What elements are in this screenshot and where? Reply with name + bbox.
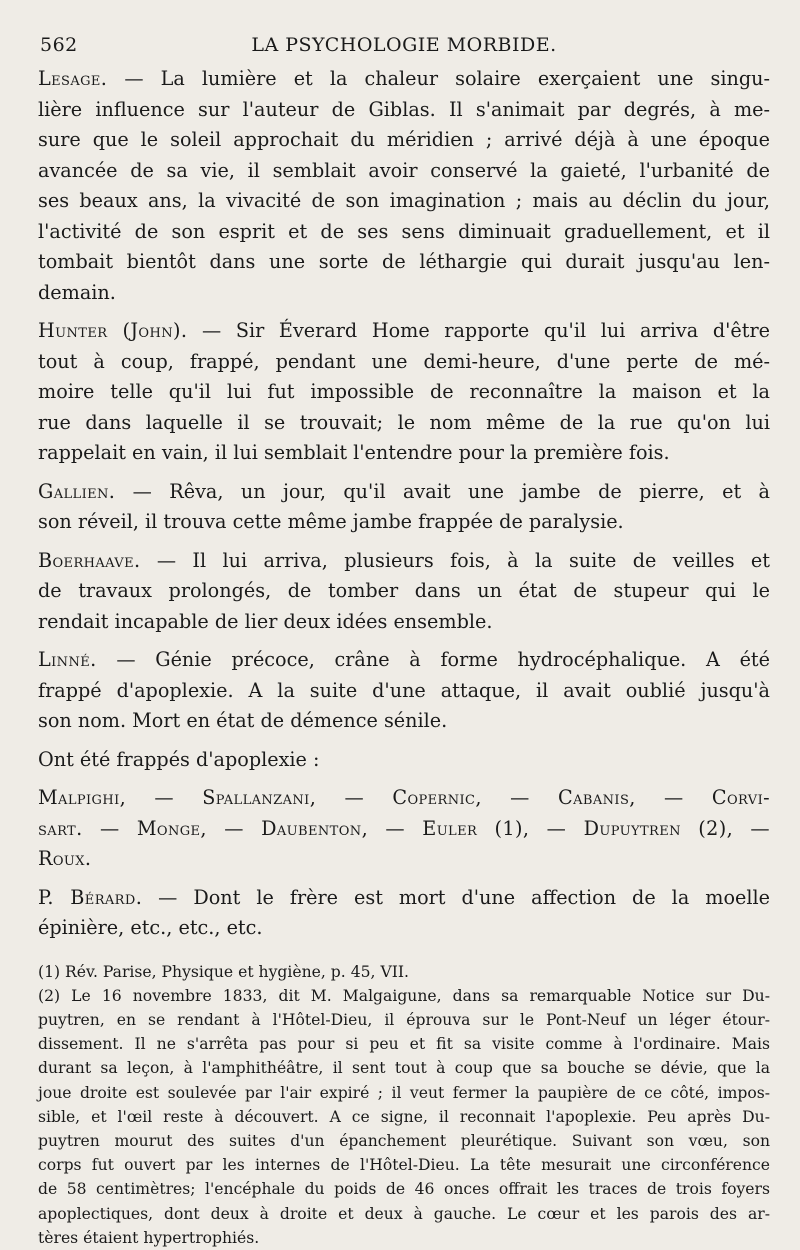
footnote-line: dissement. Il ne s'arrêta pas pour si peu et fit sa visite comme à l'ordinaire. Mais: [38, 1035, 770, 1054]
text-line: [38, 607, 770, 638]
line-text: — Dont le frère est mort d'une affection de la moelle: [142, 885, 770, 909]
text-line: [38, 377, 770, 408]
line-text: Malpighi, — Spallanzani, — Copernic, — Cabanis, — Corvi-: [38, 786, 770, 809]
line-text: frappé d'apoplexie. A la suite d'une attaque, il avait oublié jusqu'à: [38, 678, 770, 702]
footnote-fn1: [38, 960, 770, 984]
footnote-line: durant sa leçon, à l'amphithéâtre, il sent tout à coup que sa bouche se dévie, que la: [38, 1059, 770, 1078]
footnote-line: sible, et l'œil reste à découvert. A ce signe, il reconnait l'apoplexie. Peu après Du-: [38, 1107, 770, 1126]
line-text: Ont été frappés d'apoplexie :: [38, 747, 320, 771]
text-line: [38, 408, 770, 439]
paragraph-linne: [38, 645, 770, 737]
line-text: avancée de sa vie, il semblait avoir conservé la gaieté, l'urbanité de: [38, 158, 770, 182]
text-line: [38, 913, 770, 944]
entry-name: Boerhaave.: [38, 548, 141, 572]
footnote-line: joue droite est soulevée par l'air expiré ; il veut fermer la paupière de ce côté, impos-: [38, 1083, 770, 1102]
entry-name: Gallien.: [38, 479, 116, 503]
text-line: [38, 278, 770, 309]
text-line: [38, 477, 770, 508]
text-line: [38, 676, 770, 707]
text-line: [38, 64, 770, 95]
paragraph-gallien: [38, 477, 770, 538]
line-text: de travaux prolongés, de tomber dans un état de stupeur qui le: [38, 579, 770, 602]
page-number: 562: [40, 34, 78, 56]
footnote-line: puytren, en se rendant à l'Hôtel-Dieu, il éprouva sur le Pont-Neuf un léger étour-: [38, 1010, 770, 1029]
paragraph-apoplexie-list: [38, 783, 770, 875]
text-line: [38, 507, 770, 538]
footnote-fn2: [38, 984, 770, 1250]
line-text: — Sir Éverard Home rapporte qu'il lui arriva d'être: [187, 319, 770, 342]
line-text: rappelait en vain, il lui semblait l'entendre pour la première fois.: [38, 441, 670, 464]
line-text: rue dans laquelle il se trouvait; le nom même de la rue qu'on lui: [38, 410, 770, 434]
text-line: [38, 783, 770, 814]
line-text: — Rêva, un jour, qu'il avait une jambe de pierre, et à: [115, 479, 770, 503]
text-line: [38, 347, 770, 378]
text-line: [38, 706, 770, 737]
line-text: demain.: [38, 280, 116, 304]
entry-name: Hunter (John).: [38, 319, 188, 342]
body-text: [38, 64, 770, 944]
footnote-line: corps fut ouvert par les internes de l'Hôtel-Dieu. La tête mesurait une circonférence: [38, 1156, 770, 1175]
line-text: — Il lui arriva, plusieurs fois, à la suite de veilles et: [140, 548, 770, 572]
text-line: [38, 745, 770, 776]
text-line: [38, 844, 770, 875]
line-text: l'activité de son esprit et de ses sens diminuait graduellement, et il: [38, 219, 770, 243]
line-text: — La lumière et la chaleur solaire exerçaient une singu-: [107, 67, 770, 90]
footnote-line: (1) Rév. Parise, Physique et hygiène, p. 45, VII.: [38, 962, 409, 981]
line-text: épinière, etc., etc., etc.: [38, 916, 263, 939]
text-line: [38, 576, 770, 607]
text-line: [38, 247, 770, 278]
line-text: son nom. Mort en état de démence sénile.: [38, 709, 448, 732]
footnote-line: (2) Le 16 novembre 1833, dit M. Malgaigune, dans sa remarquable Notice sur Du-: [38, 986, 770, 1005]
line-text: ses beaux ans, la vivacité de son imagination ; mais au déclin du jour,: [38, 189, 770, 212]
entry-name: P. Bérard.: [38, 885, 143, 909]
paragraph-berard: [38, 883, 770, 944]
running-title: LA PSYCHOLOGIE MORBIDE.: [251, 34, 557, 56]
text-line: [38, 438, 770, 469]
page-header: [38, 26, 770, 64]
line-text: rendait incapable de lier deux idées ensemble.: [38, 609, 493, 633]
text-line: [38, 95, 770, 126]
line-text: — Génie précoce, crâne à forme hydrocéphalique. A été: [96, 648, 770, 671]
text-line: [38, 217, 770, 248]
line-text: lière influence sur l'auteur de Giblas. Il s'animait par degrés, à me-: [38, 97, 770, 121]
footnote-line: de 58 centimètres; l'encéphale du poids de 46 onces offrait les traces de trois foyers: [38, 1180, 770, 1199]
line-text: tout à coup, frappé, pendant une demi-heure, d'une perte de mé-: [38, 349, 770, 373]
line-text: sure que le soleil approchait du méridien ; arrivé déjà à une époque: [38, 128, 770, 151]
line-text: moire telle qu'il lui fut impossible de reconnaître la maison et la: [38, 380, 770, 403]
text-line: [38, 125, 770, 156]
line-text: sart. — Monge, — Daubenton, — Euler (1), — Dupuytren (2), —: [38, 816, 770, 840]
text-line: [38, 156, 770, 187]
line-text: Roux.: [38, 847, 92, 870]
footnote-line: puytren mourut des suites d'un épanchement pleurétique. Suivant son vœu, son: [38, 1131, 770, 1150]
text-line: [38, 316, 770, 347]
text-line: [38, 814, 770, 845]
text-line: [38, 186, 770, 217]
footnote-line: apoplectiques, dont deux à droite et deux à gauche. Le cœur et les parois des ar-: [38, 1204, 770, 1223]
paragraph-hunter: [38, 316, 770, 469]
entry-name: Lesage.: [38, 67, 108, 90]
line-text: tombait bientôt dans une sorte de léthargie qui durait jusqu'au len-: [38, 250, 770, 273]
footnotes: [38, 960, 770, 1250]
text-line: [38, 645, 770, 676]
paragraph-apoplexie-intro: [38, 745, 770, 776]
line-text: son réveil, il trouva cette même jambe frappée de paralysie.: [38, 510, 624, 533]
entry-name: Linné.: [38, 648, 97, 671]
text-line: [38, 546, 770, 577]
paragraph-lesage: [38, 64, 770, 308]
paragraph-boerhaave: [38, 546, 770, 638]
footnote-line: tères étaient hypertrophiés.: [38, 1228, 260, 1247]
text-line: [38, 883, 770, 914]
